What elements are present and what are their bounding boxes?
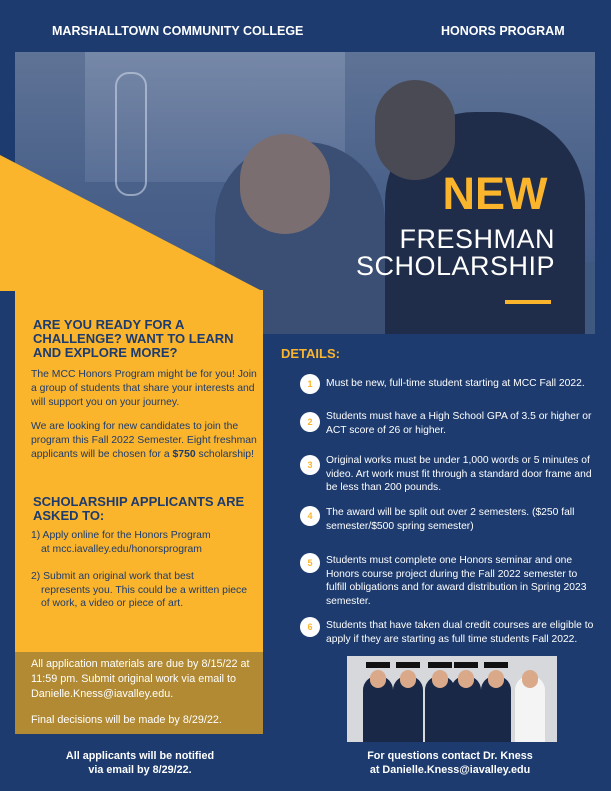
detail-text-1: Must be new, full-time student starting at MCC Fall 2022. — [326, 378, 585, 389]
honors-url: at mcc.iavalley.edu/honorsprogram — [41, 543, 202, 555]
detail-text-4: The award will be split out over 2 semesters. ($250 fall semester/$500 spring semester) — [326, 507, 575, 532]
detail-text-5: Students must complete one Honors seminar and one Honors course project during the Fall 2022 semester to fulfill obligations and for award distribution in Spring 2023 semester. — [326, 555, 587, 607]
footer-notification: All applicants will be notified via email by 8/29/22. — [65, 750, 215, 776]
hero-new: NEW — [442, 168, 548, 219]
detail-number-2: 2 — [300, 412, 320, 432]
college-name: MARSHALLTOWN COMMUNITY COLLEGE — [52, 24, 304, 38]
intro-title: ARE YOU READY FOR A CHALLENGE? WANT TO LEARN AND EXPLORE MORE? — [33, 317, 234, 360]
detail-number-3: 3 — [300, 455, 320, 475]
deadline-text: All application materials are due by 8/15/22 at 11:59 pm. Submit original work via email to Danielle.Kness@iavalley.edu. — [31, 658, 250, 700]
intro-paragraph-2: We are looking for new candidates to join the program this Fall 2022 Semester. Eight freshman applicants will be chosen for a $750 scholarship! — [31, 421, 257, 460]
hero-underline — [505, 300, 551, 304]
header-bar — [0, 0, 611, 52]
intro-paragraph-1: The MCC Honors Program might be for you! Join a group of students that share your interests and will support you on your journey. — [31, 369, 257, 408]
scholarship-amount: $750 — [172, 449, 196, 460]
footer-contact: For questions contact Dr. Kness at Danielle.Kness@iavalley.edu — [345, 749, 555, 777]
program-name: HONORS PROGRAM — [441, 24, 565, 38]
detail-text-3: Original works must be under 1,000 words or 5 minutes of video. Art work must fit through a standard door frame and be less than 200 pounds. — [326, 455, 592, 493]
detail-number-5: 5 — [300, 553, 320, 573]
detail-text-6: Students that have taken dual credit courses are eligible to apply if they are starting as full time students Fall 2022. — [326, 620, 594, 645]
detail-number-4: 4 — [300, 506, 320, 526]
hero-title — [330, 226, 555, 280]
details-title: DETAILS: — [281, 346, 340, 361]
applicant-step-2: 2) Submit an original work that best represents you. This could be a written piece of work, a video or piece of art. — [31, 571, 248, 609]
hero-line2: SCHOLARSHIP — [355, 251, 555, 281]
hero-line1: FRESHMAN — [399, 224, 555, 254]
final-decision-text: Final decisions will be made by 8/29/22. — [31, 714, 222, 726]
yellow-accent-triangle — [0, 155, 262, 291]
graduates-photo — [347, 656, 557, 742]
applicants-title: SCHOLARSHIP APPLICANTS ARE ASKED TO: — [33, 494, 245, 523]
detail-number-6: 6 — [300, 617, 320, 637]
detail-text-2: Students must have a High School GPA of 3.5 or higher or ACT score of 26 or higher. — [326, 411, 592, 436]
detail-number-1: 1 — [300, 374, 320, 394]
contact-email: at Danielle.Kness@iavalley.edu — [369, 764, 531, 776]
applicant-step-1: 1) Apply online for the Honors Program at mcc.iavalley.edu/honorsprogram — [31, 529, 256, 556]
